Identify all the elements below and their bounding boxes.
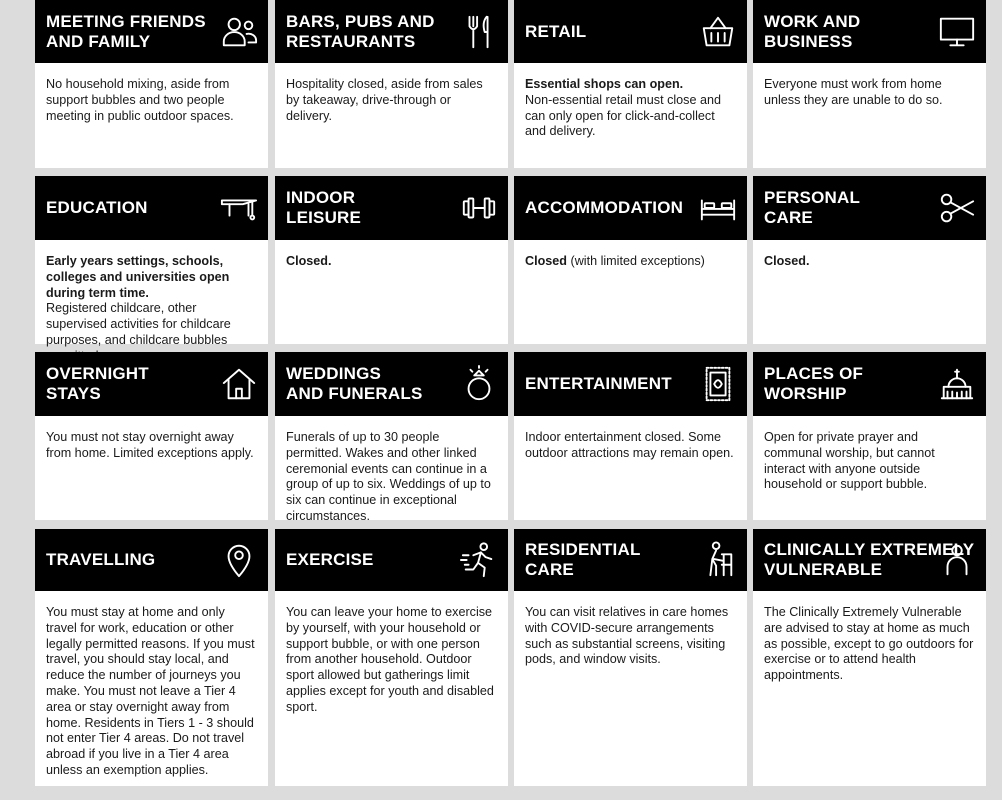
card-body-text: Funerals of up to 30 people permitted. Wakes and other linked ceremonial events can continue in a group of up to six. Weddings of up to six can continue in exceptional circumstances. [286,430,491,523]
card-header [275,176,508,240]
card-title: TRAVELLING [46,550,156,569]
card-bars [275,0,508,168]
card-header [35,352,268,416]
card-overnight [35,352,268,520]
card-title: WORK AND BUSINESS [764,11,861,51]
card-body [286,430,498,525]
card-title: MEETING FRIENDS AND FAMILY [46,11,206,51]
card-body [46,430,258,462]
monitor-icon [938,13,976,51]
dumbbell-icon [460,189,498,227]
card-travelling [35,529,268,786]
card-body-text: Open for private prayer and communal worship, but cannot interact with anyone outside household or support bubble. [764,430,935,492]
card-title: RETAIL [525,21,587,41]
card-body [764,254,976,270]
card-body [525,77,737,140]
card-title: PLACES OF WORSHIP [764,364,864,403]
card-header [753,176,986,240]
card-body-text: The Clinically Extremely Vulnerable are advised to stay at home as much as possible, except to go outdoors for exercise or to attend health appointments. [764,605,974,683]
card-weddings [275,352,508,523]
card-body [286,254,498,270]
card-header [35,529,268,591]
card-body [764,605,976,684]
card-body-text: (with limited exceptions) [567,254,705,268]
card-body-text: Everyone must work from home unless they are unable to do so. [764,77,943,107]
card-header [275,529,508,591]
card-body-text: You must not stay overnight away from home. Limited exceptions apply. [46,430,254,460]
card-body [525,605,737,668]
card-body [46,254,258,365]
place-of-worship-icon [938,365,976,403]
card-header [514,0,747,63]
card-body [525,430,737,462]
card-body [764,430,976,493]
card-title: WEDDINGS AND FUNERALS [286,364,423,403]
card-title: BARS, PUBS AND RESTAURANTS [286,11,435,51]
scissors-icon [938,189,976,227]
card-accommodation [514,176,747,344]
card-body-emphasis: Early years settings, schools, colleges and universities open during term time. [46,254,230,300]
card-body [764,77,976,109]
card-retail [514,0,747,168]
card-title: OVERNIGHT STAYS [46,364,149,403]
card-body [286,77,498,124]
person-shield-icon [938,541,976,579]
card-body-emphasis: Closed [525,254,567,268]
card-title: ACCOMMODATION [525,198,684,217]
card-body-emphasis: Closed. [764,254,810,268]
card-body [46,77,258,124]
bed-icon [699,189,737,227]
card-education [35,176,268,347]
card-body-text: You must stay at home and only travel for work, education or other legally permitted reasons. If you must travel, you should stay local, and reduce the number of journeys you make. You must not leave a Tier 4 area or stay overnight away from home. Residents in Tiers 1 - 3 should not enter Tier 4 areas. Do not travel abroad if you live in a Tier 4 area unless an exemption applies. [46,605,255,777]
card-vulnerable [753,529,986,786]
card-title: EDUCATION [46,198,148,217]
card-header [753,352,986,416]
card-residential [514,529,747,786]
card-header [275,352,508,416]
card-header [753,0,986,63]
card-title: EXERCISE [286,550,374,569]
card-body-text: Indoor entertainment closed. Some outdoor attractions may remain open. [525,430,734,460]
card-exercise [275,529,508,786]
card-title: RESIDENTIAL CARE [525,540,641,579]
card-header [514,176,747,240]
cutlery-icon [460,13,498,51]
card-leisure [275,176,508,344]
card-personal [753,176,986,344]
card-body-text: You can visit relatives in care homes with COVID-secure arrangements such as substantial screens, visiting pods, and window visits. [525,605,729,667]
card-body [286,605,498,716]
card-body-text: You can leave your home to exercise by yourself, with your household or support bubble, or with one person from another household. Outdoor sport allowed but gatherings limit applies except for youth and disabled sport. [286,605,494,714]
card-meeting [35,0,268,168]
running-person-icon [460,541,498,579]
card-body [46,605,258,779]
location-pin-icon [220,541,258,579]
walker-icon [699,541,737,579]
graduation-cap-icon [220,189,258,227]
card-body [525,254,737,270]
card-title: PERSONAL CARE [764,188,861,227]
card-title: INDOOR LEISURE [286,188,362,227]
house-icon [220,365,258,403]
card-header [35,0,268,63]
card-body-emphasis: Essential shops can open. [525,77,684,91]
ticket-stamp-icon [699,365,737,403]
basket-icon [699,13,737,51]
card-header [753,529,986,591]
people-icon [220,13,258,51]
card-header [514,352,747,416]
card-body-emphasis: Closed. [286,254,332,268]
card-title: ENTERTAINMENT [525,374,672,393]
card-body-text: Hospitality closed, aside from sales by takeaway, drive-through or delivery. [286,77,483,123]
card-worship [753,352,986,520]
card-header [35,176,268,240]
card-header [275,0,508,63]
card-work [753,0,986,168]
ring-icon [460,365,498,403]
card-body-text: Registered childcare, other supervised activities for childcare purposes, and childcare bubbles [46,301,231,347]
card-title: CLINICALLY EXTREMELY VULNERABLE [764,540,975,579]
card-entertainment [514,352,747,520]
card-body-text: No household mixing, aside from support bubbles and two people meeting in public outdoor spaces. [46,77,234,123]
card-header [514,529,747,591]
card-body-text: Non-essential retail must close and can only open for click-and-collect and delivery. [525,92,721,139]
